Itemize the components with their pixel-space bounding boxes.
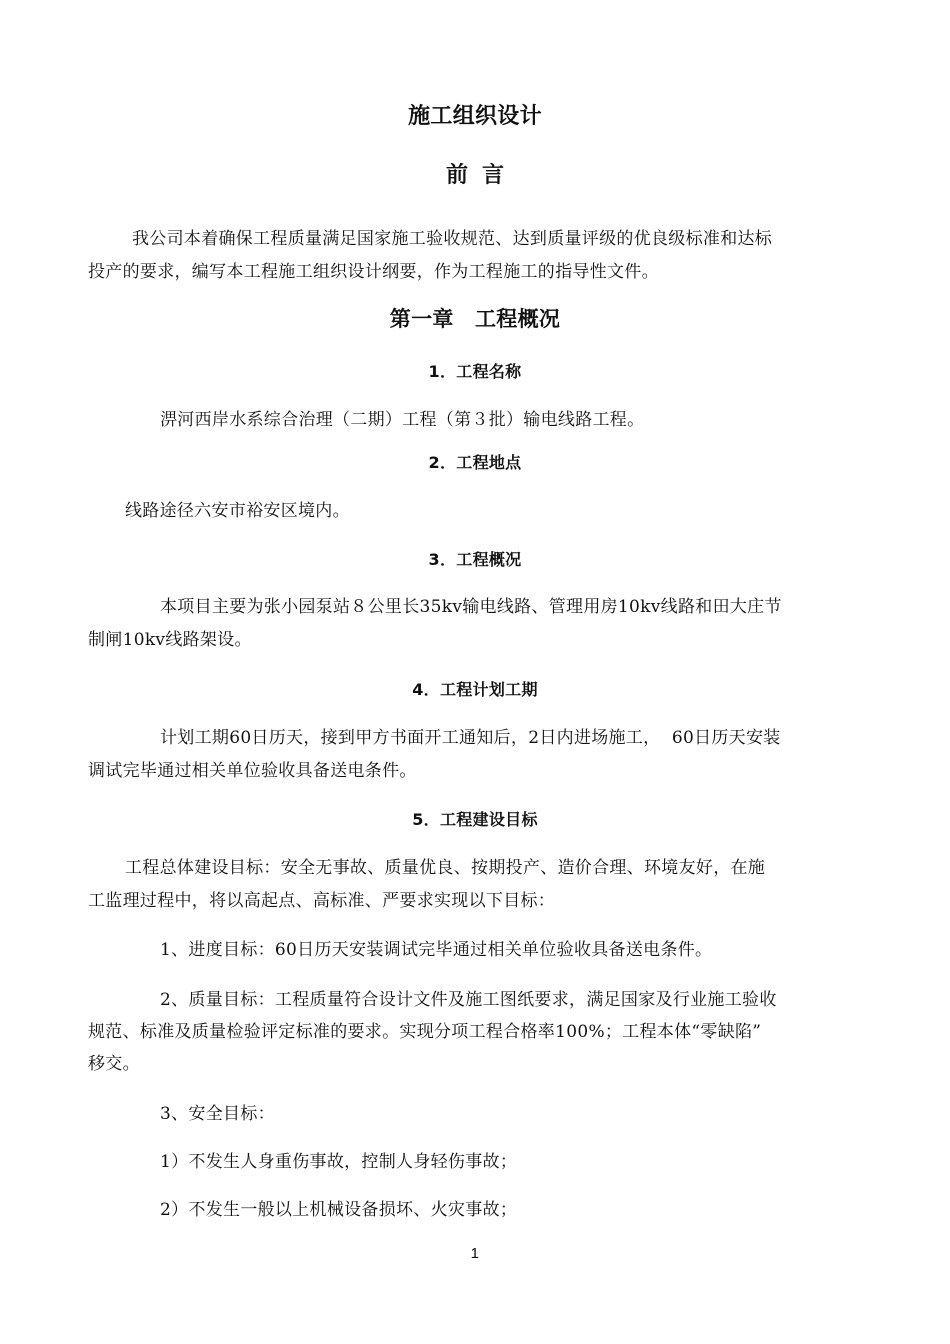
section-5-line-8: 1）不发生人身重伤事故，控制人身轻伤事故； — [160, 1152, 518, 1172]
section-5-line-3: 1、进度目标：60日历天安装调试完毕通过相关单位验收具备送电条件。 — [160, 940, 713, 960]
section-3-line-1: 本项目主要为张小园泵站８公里长35kv输电线路、管理用房10kv线路和田大庄节 — [160, 597, 782, 617]
section-5-line-2: 工监理过程中，将以高起点、高标准、严要求实现以下目标： — [88, 891, 556, 911]
section-5-line-6: 移交。 — [88, 1054, 140, 1074]
section-4-line-1: 计划工期60日历天，接到甲方书面开工通知后，2日内进场施工， 60日历天安装 — [160, 728, 781, 748]
section-3-line-2: 制闸10kv线路架设。 — [88, 630, 252, 650]
section-4-line-2: 调试完毕通过相关单位验收具备送电条件。 — [88, 761, 417, 781]
preface-heading: 前言 — [445, 163, 518, 188]
section-5-line-7: 3、安全目标： — [160, 1104, 275, 1124]
section-1-heading: 1．工程名称 — [428, 362, 522, 381]
section-4-heading: 4．工程计划工期 — [412, 680, 538, 699]
page-number: 1 — [470, 1245, 480, 1262]
section-1-line-1: 淠河西岸水系综合治理（二期）工程（第３批）输电线路工程。 — [160, 410, 645, 430]
section-2-line-1: 线路途径六安市裕安区境内。 — [125, 501, 350, 521]
section-5-line-9: 2）不发生一般以上机械设备损坏、火灾事故； — [160, 1200, 518, 1220]
section-3-heading: 3．工程概况 — [428, 550, 522, 569]
preface-line-1: 我公司本着确保工程质量满足国家施工验收规范、达到质量评级的优良级标准和达标 — [132, 229, 773, 249]
preface-line-2: 投产的要求，编写本工程施工组织设计纲要，作为工程施工的指导性文件。 — [88, 262, 659, 282]
section-5-line-1: 工程总体建设目标：安全无事故、质量优良、按期投产、造价合理、环境友好，在施 — [125, 858, 766, 878]
section-5-line-4: 2、质量目标：工程质量符合设计文件及施工图纸要求，满足国家及行业施工验收 — [160, 990, 777, 1010]
section-5-line-5: 规范、标准及质量检验评定标准的要求。实现分项工程合格率100%；工程本体“零缺陷” — [88, 1022, 762, 1042]
document-title: 施工组织设计 — [408, 104, 542, 129]
section-5-heading: 5．工程建设目标 — [412, 810, 538, 829]
chapter-heading: 第一章 工程概况 — [389, 307, 561, 331]
section-2-heading: 2．工程地点 — [428, 453, 522, 472]
